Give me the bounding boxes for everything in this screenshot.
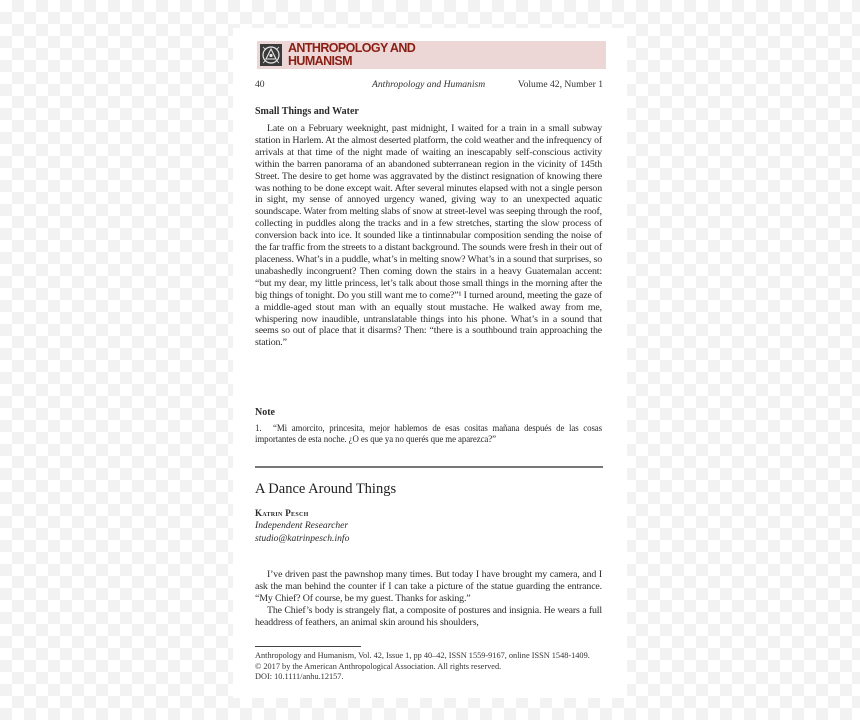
journal-title-line2: HUMANISM [288, 54, 352, 68]
journal-banner [257, 41, 606, 69]
article-title: A Dance Around Things [255, 481, 397, 497]
page-number: 40 [255, 79, 265, 90]
footer-citation: Anthropology and Humanism, Vol. 42, Issue 1, pp 40–42, ISSN 1559-9167, online ISSN 1548-1409. [255, 651, 590, 660]
author-affiliation: Independent Researcher [255, 520, 349, 531]
author-name: Katrin Pesch [255, 508, 309, 518]
note-text: “Mi amorcito, princesita, mejor hablemos de esas cositas mañana después de las cosas importantes de esta noche. ¿O es que ya no querés que me aparezca?” [255, 423, 602, 444]
footer-copyright: © 2017 by the American Anthropological Association. All rights reserved. [255, 661, 502, 671]
section-paragraph: Late on a February weeknight, past midnight, I waited for a train in a small subway station in Harlem. At the almost deserted platform, the cold weather and the infrequency of arrivals at that time of the night made of waiting an inescapably self-conscious activity within the barren panorama of an abandoned subterranean region in the vicinity of 145th Street. The desire to get home was aggravated by the distinct resignation of knowing there was nothing to be done except wait. After several minutes elapsed with not a single person in sight, my sense of annoyed urgency waned, giving way to an unexpected aquatic soundscape. Water from melting slabs of snow at street-level was seeping through the roof, collecting in puddles along the tracks and in a few stretches, starting the slow process of conversion back into ice. It sounded like a tintinnabular composition sending the noise of the far traffic from the streets to a distant background. The sounds were fresh in their out of placeness. What’s in a puddle, what’s in melting snow? What’s in a sound that surprises, so unabashedly incongruent? Then coming down the stairs in a heavy Guatemalan accent: “but my dear, my little princess, let’s talk about those small things in the morning after the big things of tonight. Do you still want me to come?”¹ I turned around, meeting the gaze of a middle-aged stout man with an equally stout mustache. He walked away from me, whispering now inaudible, untranslatable things into his phone. What’s in a sound that seems so out of place that it disarms? Then: “there is a southbound train approaching the station.” [255, 123, 602, 349]
page-footer [255, 651, 603, 683]
note-number: 1. [255, 423, 262, 433]
footer-doi: DOI: 10.1111/anhu.12157. [255, 672, 344, 681]
article-divider [255, 466, 603, 468]
section-title: Small Things and Water [255, 106, 359, 117]
author-email: studio@katrinpesch.info [255, 533, 350, 544]
footer-rule [255, 646, 361, 647]
journal-emblem-icon [260, 44, 282, 66]
section-body [255, 123, 602, 349]
article-paragraph-1: I’ve driven past the pawnshop many times. But today I have brought my camera, and I ask the man behind the counter if I can take a picture of the statue guarding the entrance. “My Chief? Of course, be my guest. Thanks for asking.” [255, 569, 602, 604]
journal-title [288, 42, 415, 68]
journal-page [233, 28, 627, 698]
article-paragraph-2: The Chief’s body is strangely flat, a composite of postures and insignia. He wears a full headdress of feathers, an animal skin around his shoulders, [255, 604, 602, 628]
running-head-journal: Anthropology and Humanism [372, 79, 486, 90]
running-head-volume: Volume 42, Number 1 [517, 79, 603, 90]
note [255, 423, 602, 445]
note-heading: Note [255, 407, 275, 418]
article-body [255, 569, 602, 629]
journal-title-line1: ANTHROPOLOGY AND [288, 41, 416, 55]
